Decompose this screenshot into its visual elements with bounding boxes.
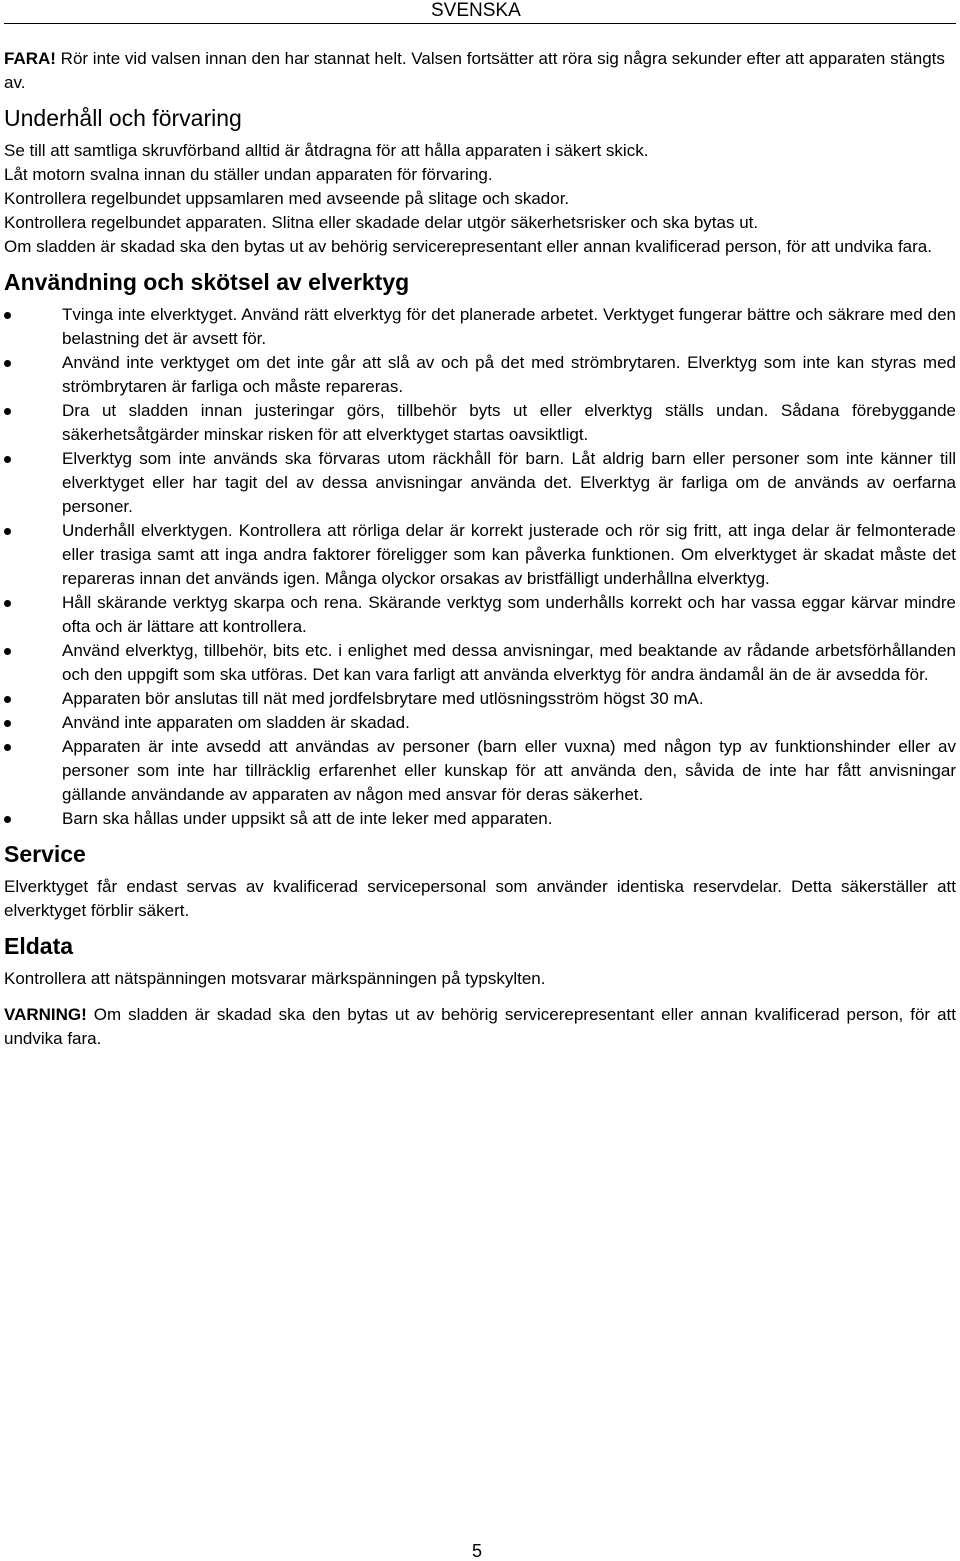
list-item bbox=[4, 399, 956, 447]
list-item bbox=[4, 711, 956, 735]
bullet-icon bbox=[4, 456, 11, 463]
bullet-icon bbox=[4, 816, 11, 823]
list-item bbox=[4, 447, 956, 519]
maintenance-line: Låt motorn svalna innan du ställer undan apparaten för förvaring. bbox=[4, 165, 493, 184]
caution-text: Om sladden är skadad ska den bytas ut av behörig servicerepresentant eller annan kvalificerad person, för att undvika fara. bbox=[4, 1005, 956, 1048]
service-text: Elverktyget får endast servas av kvalificerad servicepersonal som använder identiska reservdelar. Detta säkerställer att elverktyget förblir säkert. bbox=[4, 877, 956, 920]
list-item bbox=[4, 687, 956, 711]
maintenance-line: Se till att samtliga skruvförband alltid är åtdragna för att hålla apparaten i säkert skick. bbox=[4, 141, 649, 160]
list-item bbox=[4, 735, 956, 807]
list-item bbox=[4, 591, 956, 639]
bullet-icon bbox=[4, 744, 11, 751]
caution-warning bbox=[4, 1003, 956, 1051]
usage-heading: Användning och skötsel av elverktyg bbox=[4, 269, 410, 295]
danger-text: Rör inte vid valsen innan den har stannat helt. Valsen fortsätter att röra sig några sekunder efter att apparaten stängts av. bbox=[4, 49, 945, 92]
maintenance-heading: Underhåll och förvaring bbox=[4, 105, 242, 131]
bullet-icon bbox=[4, 648, 11, 655]
list-item-text: Apparaten är inte avsedd att användas av personer (barn eller vuxna) med någon typ av funktionshinder eller av personer som inte har tillräcklig erfarenhet eller kunskap för att använda den, såvida de inte har fått anvisningar gällande användande av apparaten av någon med ansvar för deras säkerhet. bbox=[62, 737, 956, 804]
list-item-text: Tvinga inte elverktyget. Använd rätt elverktyg för det planerade arbetet. Verktyget fungerar bättre och säkrare med den belastning det är avsett för. bbox=[62, 305, 956, 348]
eldata-heading: Eldata bbox=[4, 933, 74, 959]
page-content bbox=[4, 47, 956, 1051]
list-item-text: Elverktyg som inte används ska förvaras utom räckhåll för barn. Låt aldrig barn eller personer som inte känner till elverktyget eller har tagit del av dessa anvisningar använda det. Elverktyg är farliga om de används av oerfarna personer. bbox=[62, 449, 956, 516]
caution-label: VARNING! bbox=[4, 1005, 87, 1024]
list-item bbox=[4, 639, 956, 687]
danger-warning bbox=[4, 47, 956, 95]
list-item-text: Använd inte verktyget om det inte går att slå av och på det med strömbrytaren. Elverktyg som inte kan styras med strömbrytaren är farliga och måste repareras. bbox=[62, 353, 956, 396]
bullet-icon bbox=[4, 696, 11, 703]
list-item-text: Underhåll elverktygen. Kontrollera att rörliga delar är korrekt justerade och rör sig fritt, att inga delar är felmonterade eller trasiga samt att inga andra faktorer föreligger som kan påverka funktionen. Om elverktyget är skadat måste det repareras innan det används igen. Många olyckor orsakas av bristfälligt underhållna elverktyg. bbox=[62, 521, 956, 588]
header-divider bbox=[4, 23, 956, 24]
list-item-text: Apparaten bör anslutas till nät med jordfelsbrytare med utlösningsström högst 30 mA. bbox=[62, 689, 704, 708]
bullet-icon bbox=[4, 720, 11, 727]
list-item-text: Barn ska hållas under uppsikt så att de inte leker med apparaten. bbox=[62, 809, 553, 828]
list-item bbox=[4, 351, 956, 399]
list-item-text: Använd inte apparaten om sladden är skadad. bbox=[62, 713, 410, 732]
bullet-icon bbox=[4, 600, 11, 607]
bullet-icon bbox=[4, 528, 11, 535]
usage-list bbox=[4, 303, 956, 831]
list-item bbox=[4, 303, 956, 351]
maintenance-line: Kontrollera regelbundet uppsamlaren med avseende på slitage och skador. bbox=[4, 189, 570, 208]
eldata-text: Kontrollera att nätspänningen motsvarar märkspänningen på typskylten. bbox=[4, 969, 546, 988]
bullet-icon bbox=[4, 408, 11, 415]
maintenance-line: Om sladden är skadad ska den bytas ut av behörig servicerepresentant eller annan kvalificerad person, för att undvika fara. bbox=[4, 237, 932, 256]
header-language: SVENSKA bbox=[431, 0, 521, 21]
page-number: 5 bbox=[472, 1541, 483, 1561]
list-item-text: Håll skärande verktyg skarpa och rena. Skärande verktyg som underhålls korrekt och har vassa eggar kärvar mindre ofta och är lättare att kontrollera. bbox=[62, 593, 956, 636]
list-item bbox=[4, 519, 956, 591]
list-item-text: Dra ut sladden innan justeringar görs, tillbehör byts ut eller elverktyg ställs undan. Sådana förebyggande säkerhetsåtgärder minskar risken för att elverktyget startas oavsiktligt. bbox=[62, 401, 956, 444]
list-item bbox=[4, 807, 956, 831]
maintenance-line: Kontrollera regelbundet apparaten. Slitna eller skadade delar utgör säkerhetsrisker och ska bytas ut. bbox=[4, 213, 759, 232]
list-item-text: Använd elverktyg, tillbehör, bits etc. i enlighet med dessa anvisningar, med beaktande av rådande arbetsförhållanden och den uppgift som ska utföras. Det kan vara farligt att använda elverktyg för andra ändamål än de är avsedda för. bbox=[62, 641, 956, 684]
danger-label: FARA! bbox=[4, 49, 56, 68]
spacer bbox=[4, 991, 956, 1003]
bullet-icon bbox=[4, 312, 11, 319]
service-heading: Service bbox=[4, 841, 86, 867]
bullet-icon bbox=[4, 360, 11, 367]
